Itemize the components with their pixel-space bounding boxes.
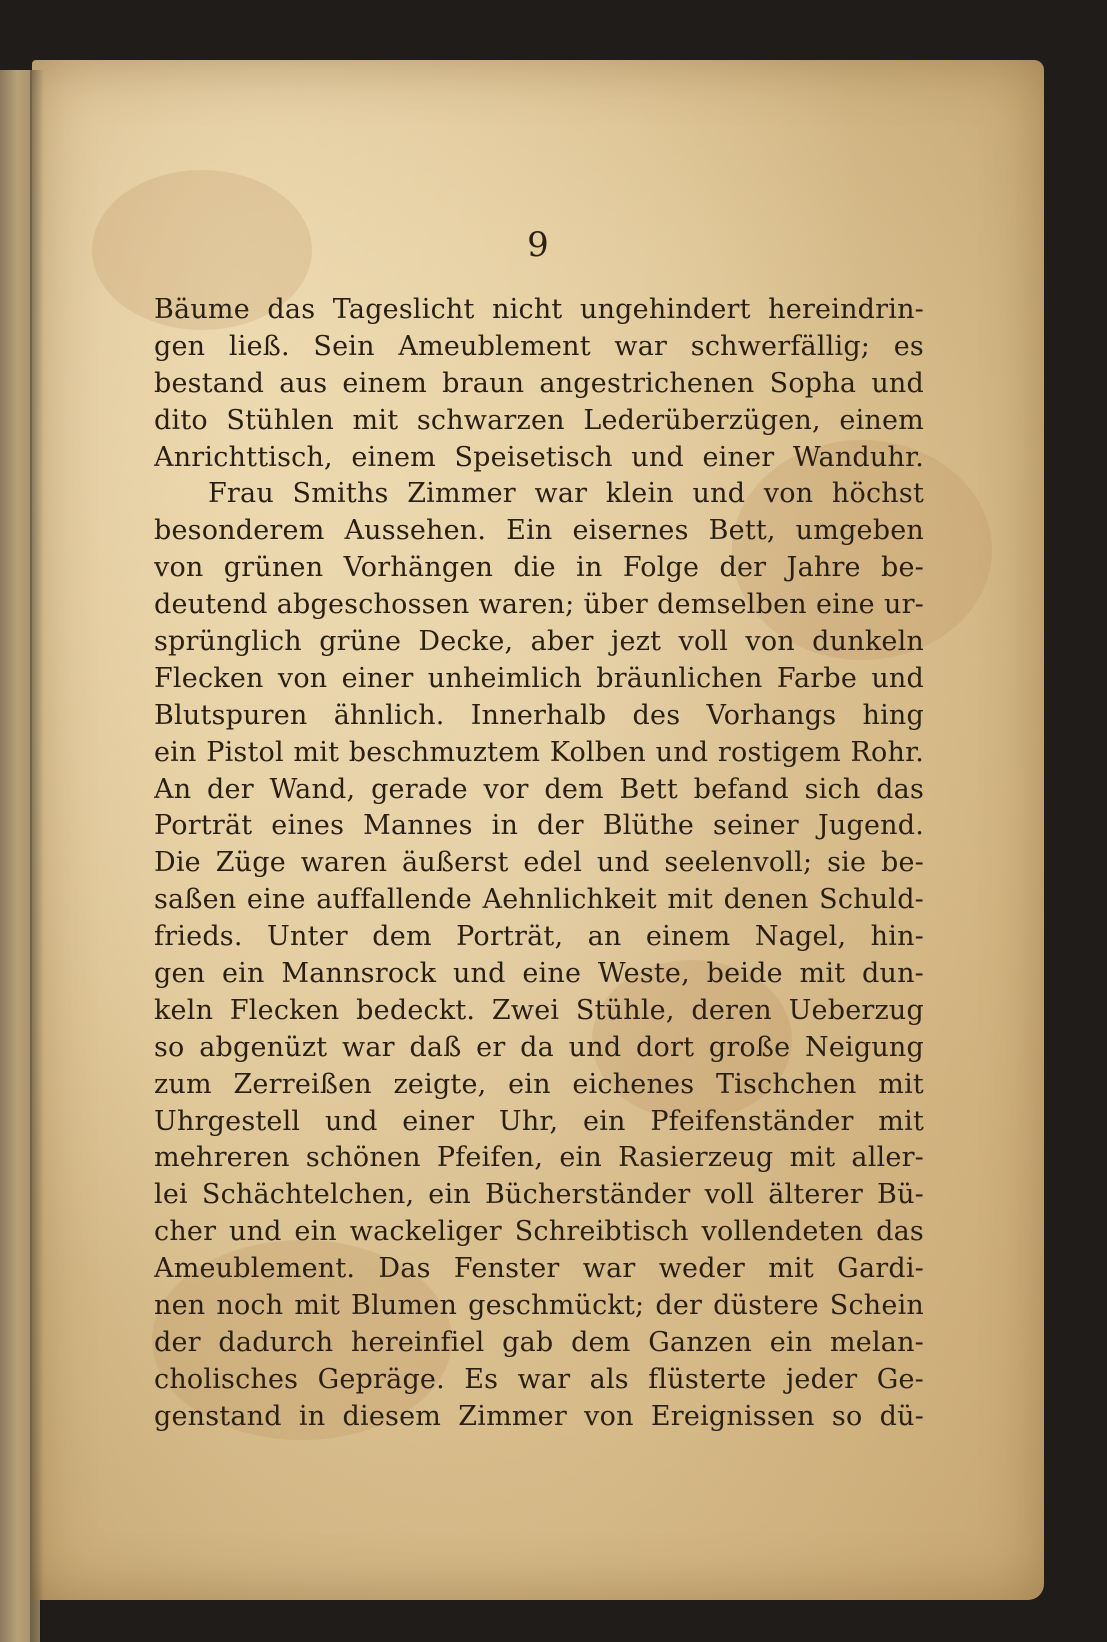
text-line: Die Züge waren äußerst edel und seelenvoll; sie be- xyxy=(154,847,924,879)
text-line: An der Wand, gerade vor dem Bett befand sich das xyxy=(154,773,924,805)
text-line: deutend abgeschossen waren; über demselben eine ur- xyxy=(154,589,924,621)
text-line: zum Zerreißen zeigte, ein eichenes Tischchen mit xyxy=(154,1068,924,1100)
text-line: von grünen Vorhängen die in Folge der Jahre be- xyxy=(154,552,924,584)
text-line: Flecken von einer unheimlich bräunlichen Farbe und xyxy=(154,662,924,694)
text-line: Ameublement. Das Fenster war weder mit Gardi- xyxy=(154,1253,924,1285)
spine-shadow xyxy=(30,70,44,1642)
text-line: genstand in diesem Zimmer von Ereignissen so dü- xyxy=(154,1400,924,1432)
text-line: sprünglich grüne Decke, aber jezt voll von dunkeln xyxy=(154,626,924,658)
text-line: bestand aus einem braun angestrichenen Sopha und xyxy=(154,367,924,399)
text-line: Blutspuren ähnlich. Innerhalb des Vorhangs hing xyxy=(154,699,924,731)
text-line: gen ließ. Sein Ameublement war schwerfällig; es xyxy=(154,330,924,362)
text-line: saßen eine auffallende Aehnlichkeit mit denen Schuld- xyxy=(154,884,924,916)
text-line: cholisches Gepräge. Es war als flüsterte jeder Ge- xyxy=(154,1363,924,1395)
text-line: Anrichttisch, einem Speisetisch und einer Wanduhr. xyxy=(154,441,924,473)
text-line: Frau Smiths Zimmer war klein und von höchst xyxy=(208,478,924,510)
text-line: gen ein Mannsrock und eine Weste, beide mit dun- xyxy=(154,958,924,990)
text-line: ein Pistol mit beschmuztem Kolben und rostigem Rohr. xyxy=(154,736,924,768)
text-line: frieds. Unter dem Porträt, an einem Nagel, hin- xyxy=(154,921,924,953)
text-line: keln Flecken bedeckt. Zwei Stühle, deren Ueberzug xyxy=(154,994,924,1026)
text-line: Porträt eines Mannes in der Blüthe seiner Jugend. xyxy=(154,810,924,842)
text-line: dito Stühlen mit schwarzen Lederüberzügen, einem xyxy=(154,404,924,436)
text-line: Bäume das Tageslicht nicht ungehindert hereindrin- xyxy=(154,294,924,325)
body-text xyxy=(154,292,924,1436)
text-line: besonderem Aussehen. Ein eisernes Bett, umgeben xyxy=(154,515,924,547)
text-line: so abgenüzt war daß er da und dort große Neigung xyxy=(154,1031,924,1063)
book-page xyxy=(32,60,1044,1600)
page-number: 9 xyxy=(527,225,549,265)
text-line: der dadurch hereinfiel gab dem Ganzen ein melan- xyxy=(154,1326,924,1358)
text-line: lei Schächtelchen, ein Bücherständer voll älterer Bü- xyxy=(154,1179,924,1211)
text-line: cher und ein wackeliger Schreibtisch vollendeten das xyxy=(154,1216,924,1248)
text-line: Uhrgestell und einer Uhr, ein Pfeifenständer mit xyxy=(154,1105,924,1137)
text-line: nen noch mit Blumen geschmückt; der düstere Schein xyxy=(154,1290,924,1322)
text-line: mehreren schönen Pfeifen, ein Rasierzeug mit aller- xyxy=(154,1142,924,1174)
